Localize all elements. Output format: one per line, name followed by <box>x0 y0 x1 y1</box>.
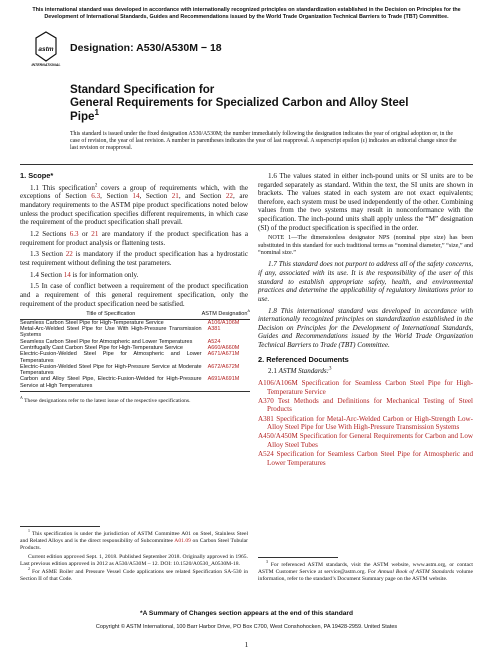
astm-logo <box>31 30 61 70</box>
divider <box>20 164 473 165</box>
para-1-8: 1.8 This international standard was developed in accordance with internationally recognized principles on standardization established in the Decision on Principles for the Development of International Standards, Guides and Recommendations issued by the World Trade Organization Technical Barriers to Trade (TBT) Committee. <box>258 306 473 349</box>
table-cell-designation-link[interactable]: A381 <box>207 326 221 333</box>
table-cell-designation-link[interactable]: A672/A672M <box>207 363 240 370</box>
reference-code-link[interactable]: A106/A106M <box>258 379 298 388</box>
title-line-2 <box>70 96 430 123</box>
logo-caption: INTERNATIONAL <box>31 63 61 67</box>
page-number: 1 <box>244 640 249 649</box>
table-row <box>20 376 250 389</box>
reference-code-link[interactable]: A381 <box>258 414 274 423</box>
reference-title: Test Methods and Definitions for Mechanical Testing of Steel Products <box>267 396 473 414</box>
table-cell-designation-link[interactable]: A106/A106M <box>207 319 240 326</box>
footnote-rule <box>258 557 338 558</box>
reference-list <box>258 379 473 467</box>
reference-code-link[interactable]: A524 <box>258 450 274 459</box>
reference-item <box>258 432 473 449</box>
table-row <box>20 326 250 339</box>
table-cell-title: Carbon and Alloy Steel Pipe, Electric-Fusion-Welded for High-Pressure Service at High Temperatures <box>20 376 202 389</box>
section-link[interactable]: 22 <box>225 192 233 201</box>
svg-text:astm: astm <box>38 46 54 53</box>
reference-title: Specification for Seamless Carbon Steel Pipe for High-Temperature Service <box>267 379 473 396</box>
reference-title: Specification for Seamless Carbon Steel Pipe for Atmospheric and Lower Temperatures <box>267 450 473 467</box>
title-text: General Requirements for Specialized Carbon and Alloy Steel Pipe <box>70 96 409 123</box>
table-cell-title: Centrifugally Cast Carbon Steel Pipe for High-Temperature Service <box>20 344 183 351</box>
reference-title: Specification for Metal-Arc-Welded Carbon or High-Strength Low-Alloy Steel Pipe for Use With High-Pressure Transmission Systems <box>267 414 473 432</box>
reference-item <box>258 415 473 432</box>
table-footnote: $^A$ These designations refer to the latest issue of the respective specifications. <box>20 396 191 404</box>
section-link[interactable]: 21 <box>171 192 179 201</box>
reference-title: Specification for General Requirements for Carbon and Low Alloy Steel Tubes <box>267 432 473 450</box>
footnote-rule <box>20 526 100 527</box>
table-rule <box>20 391 250 392</box>
footnote-1-edition: Current edition approved Sept. 1, 2018. Published September 2018. Originally approved in 1965. Last previous edition approved in 2012 as A530/A530M – 12. DOI: 10.1520/A0530_A0530M-18. <box>20 553 248 567</box>
para-1-3: 1.3 Section 22 is mandatory if the product specification has a hydrostatic test requirement without defining the test parameters. <box>20 250 248 267</box>
title-footnote-mark: 1 <box>94 107 99 117</box>
reference-code-link[interactable]: A450/A450M <box>258 432 298 441</box>
table-cell-designation-link[interactable]: A691/A691M <box>207 376 240 383</box>
table-header-designation: ASTM Designation$^A$ <box>201 309 250 318</box>
issuance-statement: This standard is issued under the fixed designation A530/A530M; the number immediately following the designation indicates the year of original adoption or, in the case of revision, the year of last revision. A number in parentheses indicates the year of last reapproval. A superscript epsilon (ε) indicates an editorial change since the last revision or reapproval. <box>70 131 457 152</box>
footnote-3: $^3$ For referenced ASTM standards, visit the ASTM website, www.astm.org, or contact ASTM Customer Service at service@astm.org. For Annual Book of ASTM Standards volume information, refer to the standard’s Document Summary page on the ASTM website. <box>258 560 473 582</box>
table-cell-title: Seamless Carbon Steel Pipe for High-Temperature Service <box>20 319 164 326</box>
table-cell-designation-link[interactable]: A524 <box>207 338 221 345</box>
table-cell-title: Electric-Fusion-Welded Steel Pipe for Atmospheric and Lower Temperatures <box>20 351 202 364</box>
scope-heading: 1. Scope* <box>20 171 54 180</box>
table-row <box>20 351 250 364</box>
section-link[interactable]: 22 <box>65 250 73 259</box>
para-1-7: 1.7 This standard does not purport to address all of the safety concerns, if any, associated with its use. It is the responsibility of the user of this standard to establish appropriate safety, health, and environmental practices and determine the applicability of regulatory limitations prior to use. <box>258 260 473 303</box>
copyright: Copyright © ASTM International, 100 Barr Harbor Drive, PO Box C700, West Conshohocken, PA 19428-2959. United States <box>95 624 398 630</box>
left-footnotes <box>20 526 248 585</box>
reference-item <box>258 397 473 414</box>
summary-notice: *A Summary of Changes section appears at the end of this standard <box>140 610 353 617</box>
designation: Designation: A530/A530M − 18 <box>70 42 222 54</box>
table-cell-title: Seamless Carbon Steel Pipe for Atmospheric and Lower Temperatures <box>20 338 193 345</box>
subcommittee-link[interactable]: A01.09 <box>174 538 191 544</box>
referenced-documents-heading: 2. Referenced Documents <box>258 354 349 364</box>
para-2-1: 2.1 ASTM Standards:$^3$ <box>268 366 332 376</box>
reference-item <box>258 379 473 396</box>
table-row <box>20 364 250 377</box>
table-cell-designation-link[interactable]: A671/A671M <box>207 351 240 358</box>
footnote-1: $^1$ This specification is under the jurisdiction of ASTM Committee A01 on Steel, Stainless Steel and Related Alloys and is the direct responsibility of Subcommittee A01.09 on Carbon Steel Tubular Products. <box>20 529 249 551</box>
para-1-2: 1.2 Sections 6.3 or 21 are mandatory if the product specification has a requirement for product analysis or flattening tests. <box>20 229 248 247</box>
table-cell-title: Electric-Fusion-Welded Steel Pipe for High-Pressure Service at Moderate Temperatures <box>20 363 202 377</box>
header-notice: This international standard was developed in accordance with internationally recognized principles on standardization established in the Decision on Principles for the Development of International Standards, Guides and Recommendations issued by the World Trade Organization Technical Barriers to Trade (TBT) Committee. <box>32 7 461 20</box>
title-line-1: Standard Specification for <box>70 83 215 96</box>
para-1-1: 1.1 This specification$^2$ covers a group of requirements which, with the exceptions of Section 6.3, Section 14, Section 21, and Section 22, are mandatory requirements to the ASTM pipe product specifications noted below unless the product specification specifies different requirements, in which case the requirement of the product specification shall prevail. <box>20 183 248 227</box>
reference-code-link[interactable]: A370 <box>258 396 274 405</box>
para-1-6: 1.6 The values stated in either inch-pound units or SI units are to be regarded separately as standard. Within the text, the SI units are shown in brackets. The values stated in each system are not exact equivalents; therefore, each system must be used independently of the other. Combining values from the two systems may result in nonconformance with the specification. The inch-pound units shall apply unless the “M” designation (SI) of the product specification is specified in the order. <box>258 172 473 232</box>
right-footnotes <box>258 557 473 585</box>
table-header-title: Title of Specification <box>20 311 202 319</box>
page-title <box>70 83 430 123</box>
para-1-5: 1.5 In case of conflict between a requirement of the product specification and a requirement of this general requirement specification, only the requirement of the product specification need be satisfied. <box>20 282 248 308</box>
table-row <box>20 339 250 345</box>
table-cell-title: Metal-Arc-Welded Steel Pipe for Use With High-Pressure Transmission Systems <box>20 326 202 339</box>
section-link[interactable]: 6.3 <box>69 229 79 238</box>
reference-item <box>258 450 473 467</box>
table-cell-designation-link[interactable]: A660/A660M <box>207 344 240 351</box>
left-column <box>20 172 248 405</box>
section-link[interactable]: 21 <box>91 229 99 238</box>
footnote-2: $^2$ For ASME Boiler and Pressure Vessel Code applications see related Specification SA-530 in Section II of that Code. <box>20 567 248 582</box>
right-column <box>258 172 473 468</box>
note-1: NOTE 1—The dimensionless designator NPS (nominal pipe size) has been substituted in this standard for such traditional terms as “nominal diameter,” “size,” and “nominal size.” <box>258 235 473 256</box>
spec-table <box>20 311 250 389</box>
section-link[interactable]: 14 <box>63 270 71 279</box>
section-link[interactable]: 6.3 <box>91 192 101 201</box>
spec-table-body <box>20 319 250 389</box>
table-row <box>20 319 250 326</box>
para-1-4: 1.4 Section 14 is for information only. <box>30 270 139 279</box>
section-link[interactable]: 14 <box>132 192 140 201</box>
